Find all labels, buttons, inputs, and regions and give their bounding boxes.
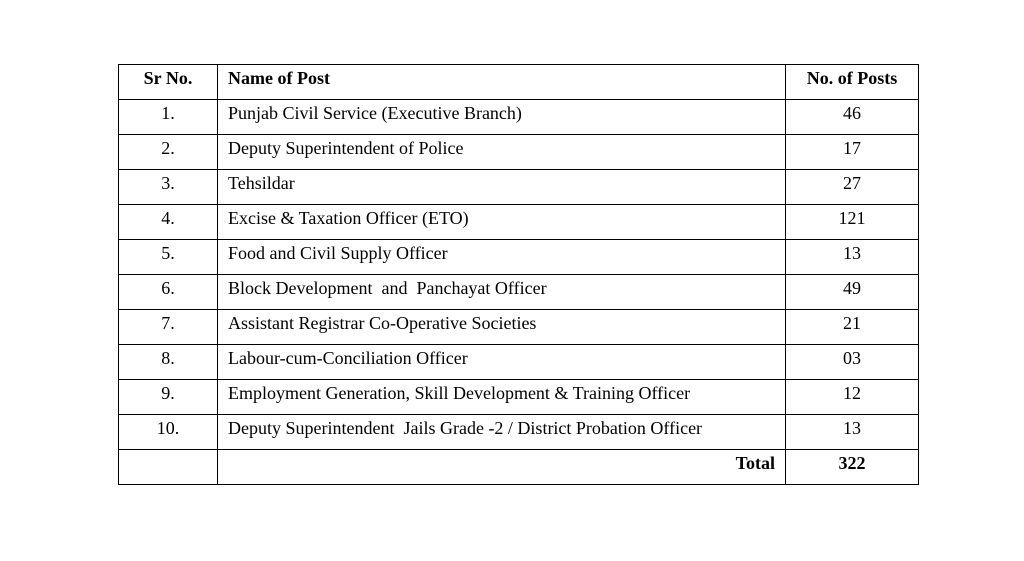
table-row	[119, 380, 919, 415]
row-post-name: Deputy Superintendent Jails Grade -2 / District Probation Officer	[218, 415, 786, 450]
header-no-of-posts: No. of Posts	[786, 65, 919, 100]
row-sr-no: 4.	[119, 205, 218, 240]
row-sr-no: 8.	[119, 345, 218, 380]
row-sr-no: 5.	[119, 240, 218, 275]
row-post-count: 46	[786, 100, 919, 135]
row-post-name: Excise & Taxation Officer (ETO)	[218, 205, 786, 240]
row-post-name: Punjab Civil Service (Executive Branch)	[218, 100, 786, 135]
table-body	[119, 100, 919, 485]
total-row	[119, 450, 919, 485]
table-row	[119, 275, 919, 310]
row-post-count: 12	[786, 380, 919, 415]
row-post-count: 13	[786, 415, 919, 450]
total-value: 322	[786, 450, 919, 485]
row-post-count: 21	[786, 310, 919, 345]
table-row	[119, 415, 919, 450]
row-post-count: 03	[786, 345, 919, 380]
table-row	[119, 345, 919, 380]
total-label: Total	[218, 450, 786, 485]
row-sr-no: 3.	[119, 170, 218, 205]
table-row	[119, 170, 919, 205]
table-row	[119, 205, 919, 240]
row-post-count: 27	[786, 170, 919, 205]
table-row	[119, 310, 919, 345]
total-empty-cell	[119, 450, 218, 485]
row-sr-no: 6.	[119, 275, 218, 310]
row-post-name: Assistant Registrar Co-Operative Societies	[218, 310, 786, 345]
table-row	[119, 240, 919, 275]
table-row	[119, 135, 919, 170]
row-post-name: Labour-cum-Conciliation Officer	[218, 345, 786, 380]
row-post-name: Block Development and Panchayat Officer	[218, 275, 786, 310]
header-sr-no: Sr No.	[119, 65, 218, 100]
header-name-of-post: Name of Post	[218, 65, 786, 100]
row-post-count: 121	[786, 205, 919, 240]
table-row	[119, 100, 919, 135]
row-sr-no: 1.	[119, 100, 218, 135]
row-post-count: 49	[786, 275, 919, 310]
row-post-count: 17	[786, 135, 919, 170]
row-post-name: Deputy Superintendent of Police	[218, 135, 786, 170]
row-sr-no: 7.	[119, 310, 218, 345]
row-post-count: 13	[786, 240, 919, 275]
row-sr-no: 2.	[119, 135, 218, 170]
row-sr-no: 10.	[119, 415, 218, 450]
row-sr-no: 9.	[119, 380, 218, 415]
posts-table	[118, 64, 919, 485]
row-post-name: Tehsildar	[218, 170, 786, 205]
row-post-name: Employment Generation, Skill Development & Training Officer	[218, 380, 786, 415]
row-post-name: Food and Civil Supply Officer	[218, 240, 786, 275]
table-header-row	[119, 65, 919, 100]
